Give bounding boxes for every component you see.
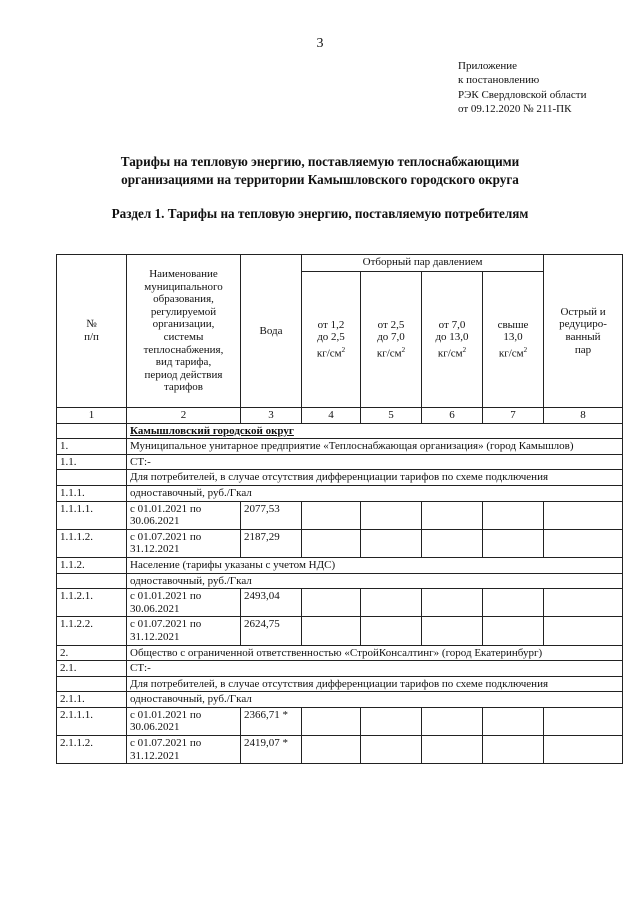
- empty-cell: [544, 501, 623, 529]
- tariff-period: с 01.01.2021 по 30.06.2021: [127, 589, 241, 617]
- empty-cell: [422, 501, 483, 529]
- empty-cell: [544, 617, 623, 645]
- header-steam-4: свыше 13,0 $кг/см^2$: [483, 272, 544, 408]
- row-text: Население (тарифы указаны с учетом НДС): [127, 557, 623, 573]
- header-steam-group: Отборный пар давлением: [302, 255, 544, 272]
- row-text: СТ:-: [127, 454, 623, 470]
- row-number: 1.: [57, 439, 127, 455]
- section-row: [57, 692, 623, 708]
- section-row: [57, 439, 623, 455]
- row-number: 1.1.1.2.: [57, 529, 127, 557]
- section-row: [57, 470, 623, 486]
- empty-cell: [422, 707, 483, 735]
- col-number: 4: [302, 408, 361, 424]
- appendix-line: РЭК Свердловской области: [458, 88, 587, 101]
- empty-cell: [422, 617, 483, 645]
- empty-cell: [302, 707, 361, 735]
- row-text: Для потребителей, в случае отсутствия дифференциации тарифов по схеме подключения: [127, 676, 623, 692]
- header-steam-1: от 1,2 до 2,5 $кг/см^2$: [302, 272, 361, 408]
- header-sharp-steam: Острый и редуциро- ванный пар: [544, 255, 623, 408]
- tariff-table: [56, 254, 623, 764]
- empty-cell: [361, 736, 422, 764]
- empty-cell: [483, 589, 544, 617]
- tariff-row: [57, 589, 623, 617]
- header-steam-2: от 2,5 до 7,0 $кг/см^2$: [361, 272, 422, 408]
- empty-cell: [483, 617, 544, 645]
- empty-cell: [544, 529, 623, 557]
- row-number: 2.1.1.1.: [57, 707, 127, 735]
- row-text: СТ:-: [127, 661, 623, 677]
- section-row: [57, 485, 623, 501]
- section-row: [57, 661, 623, 677]
- col-number: 7: [483, 408, 544, 424]
- empty-cell: [544, 736, 623, 764]
- water-tariff-value: 2187,29: [241, 529, 302, 557]
- section-row: [57, 557, 623, 573]
- empty-cell: [361, 589, 422, 617]
- col-number: 5: [361, 408, 422, 424]
- row-text: Муниципальное унитарное предприятие «Теплоснабжающая организация» (город Камышлов): [127, 439, 623, 455]
- col-number: 8: [544, 408, 623, 424]
- header-steam-3: от 7,0 до 13,0 $кг/см^2$: [422, 272, 483, 408]
- col-number: 6: [422, 408, 483, 424]
- empty-cell: [422, 736, 483, 764]
- tariff-period: с 01.07.2021 по 31.12.2021: [127, 736, 241, 764]
- empty-cell: [483, 736, 544, 764]
- empty-cell: [422, 589, 483, 617]
- col-number: 1: [57, 408, 127, 424]
- title-line: Тарифы на тепловую энергию, поставляемую теплоснабжающими: [120, 154, 520, 169]
- empty-cell: [361, 529, 422, 557]
- appendix-note: [458, 59, 586, 116]
- empty-cell: [544, 707, 623, 735]
- empty-cell: [361, 617, 422, 645]
- section-row: [57, 645, 623, 661]
- row-number: [57, 676, 127, 692]
- row-text: Для потребителей, в случае отсутствия дифференциации тарифов по схеме подключения: [127, 470, 623, 486]
- row-number: 1.1.1.: [57, 485, 127, 501]
- tariff-row: [57, 501, 623, 529]
- appendix-line: Приложение: [458, 60, 518, 72]
- col-number: 2: [127, 408, 241, 424]
- empty-cell: [302, 736, 361, 764]
- empty-cell: [544, 589, 623, 617]
- empty-cell: [483, 501, 544, 529]
- tariff-period: с 01.01.2021 по 30.06.2021: [127, 707, 241, 735]
- row-number: [57, 573, 127, 589]
- empty-cell: [302, 501, 361, 529]
- title-line: организациями на территории Камышловского городского округа: [121, 172, 519, 187]
- water-tariff-value: 2366,71 *: [241, 707, 302, 735]
- row-number: 1.1.2.2.: [57, 617, 127, 645]
- district-name: Камышловский городской округ: [130, 424, 294, 437]
- row-number: 2.1.1.2.: [57, 736, 127, 764]
- row-text: одноставочный, руб./Гкал: [127, 692, 623, 708]
- tariff-row: [57, 736, 623, 764]
- district-row: [57, 423, 623, 439]
- section-row: [57, 676, 623, 692]
- col-number: 3: [241, 408, 302, 424]
- empty-cell: [483, 529, 544, 557]
- empty-cell: [302, 617, 361, 645]
- section-row: [57, 454, 623, 470]
- row-number: 1.1.2.: [57, 557, 127, 573]
- column-numbers-row: [57, 408, 623, 424]
- empty-cell: [483, 707, 544, 735]
- document-title: [60, 153, 580, 189]
- row-text: Общество с ограниченной ответственностью «СтройКонсалтинг» (город Екатеринбург): [127, 645, 623, 661]
- empty-cell: [422, 529, 483, 557]
- water-tariff-value: 2624,75: [241, 617, 302, 645]
- row-number: 2.1.1.: [57, 692, 127, 708]
- empty-cell: [302, 589, 361, 617]
- tariff-period: с 01.01.2021 по 30.06.2021: [127, 501, 241, 529]
- row-number: 1.1.1.1.: [57, 501, 127, 529]
- empty-cell: [361, 707, 422, 735]
- tariff-period: с 01.07.2021 по 31.12.2021: [127, 617, 241, 645]
- empty-cell: [361, 501, 422, 529]
- row-number: [57, 470, 127, 486]
- page-number: 3: [316, 36, 324, 51]
- section-row: [57, 573, 623, 589]
- tariff-period: с 01.07.2021 по 31.12.2021: [127, 529, 241, 557]
- tariff-row: [57, 617, 623, 645]
- row-number: 2.: [57, 645, 127, 661]
- row-number: 1.1.: [57, 454, 127, 470]
- row-number: 2.1.: [57, 661, 127, 677]
- row-text: одноставочный, руб./Гкал: [127, 573, 623, 589]
- empty-cell: [302, 529, 361, 557]
- tariff-row: [57, 707, 623, 735]
- row-number: 1.1.2.1.: [57, 589, 127, 617]
- appendix-line: к постановлению: [458, 74, 540, 87]
- water-tariff-value: 2493,04: [241, 589, 302, 617]
- row-text: одноставочный, руб./Гкал: [127, 485, 623, 501]
- header-num: № п/п: [57, 255, 127, 408]
- appendix-line: от 09.12.2020 № 211-ПК: [458, 102, 572, 115]
- water-tariff-value: 2077,53: [241, 501, 302, 529]
- water-tariff-value: 2419,07 *: [241, 736, 302, 764]
- tariff-row: [57, 529, 623, 557]
- section-title: Раздел 1. Тарифы на тепловую энергию, поставляемую потребителям: [111, 206, 529, 221]
- header-name: Наименование муниципального образования, регулируемой организации, системы теплоснабжения, вид тарифа, период действия тарифов: [127, 255, 241, 408]
- header-water: Вода: [241, 255, 302, 408]
